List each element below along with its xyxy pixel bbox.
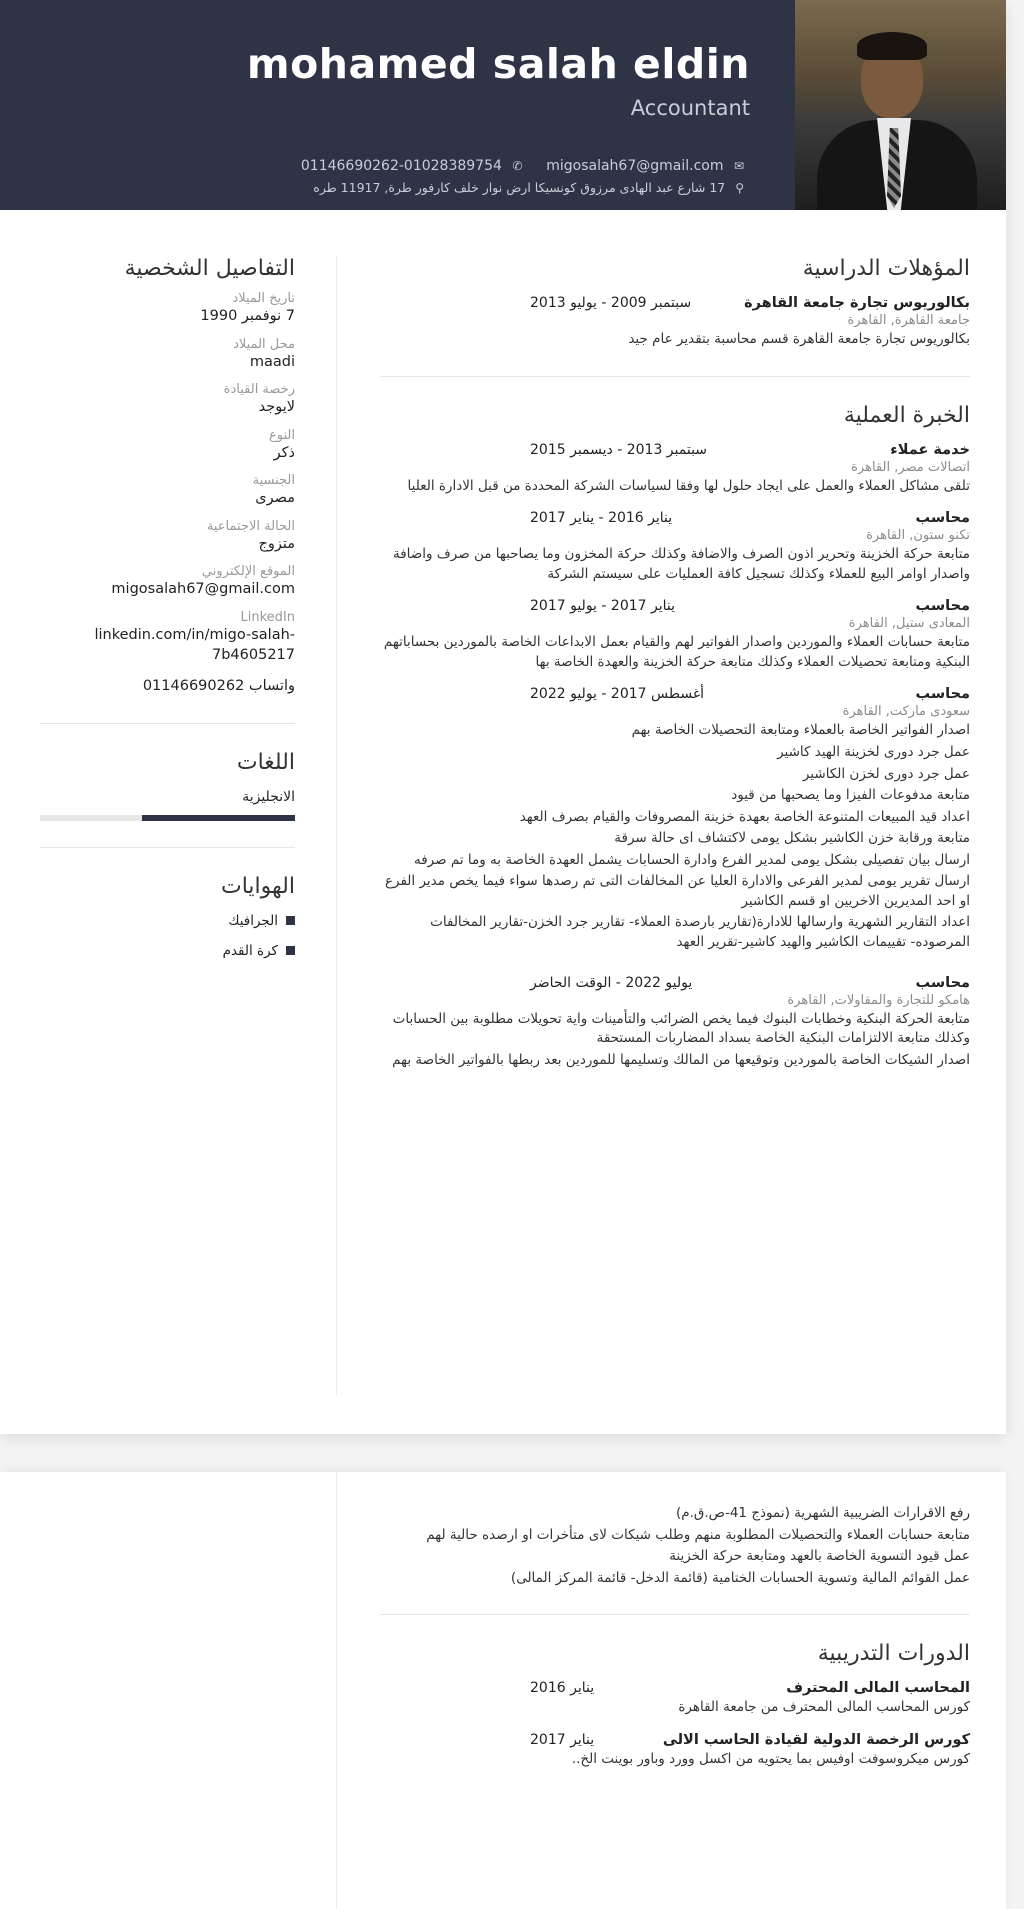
entry-desc-line: اعداد التقارير الشهرية وارسالها للادارة(تقارير بارصدة العملاء- تقارير جرد الخزن-تقارير المخالفات المرصوده- تقييمات الكاشير والهيد كاشير-تقرير العهد — [430, 914, 970, 950]
experience-entry — [380, 598, 970, 672]
profile-photo — [795, 0, 1006, 210]
entry-desc-line: عمل قيود التسوية الخاصة بالعهد ومتابعة حركة الخزينة — [669, 1548, 970, 1565]
square-bullet-icon — [286, 946, 295, 955]
personal-field — [40, 382, 295, 418]
experience-entry — [380, 975, 970, 1071]
experience-entry — [380, 510, 970, 584]
personal-field — [40, 473, 295, 509]
whatsapp-number: واتساب 01146690262 — [142, 678, 295, 695]
hobbies-heading: الهوايات — [221, 873, 295, 899]
hobby-item — [40, 943, 295, 959]
experience-entry — [380, 442, 970, 497]
entry-org: المعادى ستيل, القاهرة — [848, 616, 970, 632]
entry-date: يناير 2016 — [530, 1680, 595, 1697]
field-label: رخصة القيادة — [223, 382, 295, 398]
entry-desc-line: متابعة حسابات العملاء والتحصيلات المطلوبة منهم وطلب شيكات لاى متأخرات او ارصده حالية لهم — [426, 1526, 970, 1543]
entry-desc-line: رفع الاقرارات الضريبية الشهرية (نموذج 41-ص.ق.م) — [675, 1505, 970, 1521]
field-value: ذكر — [273, 444, 295, 461]
location-pin-icon: ⚲ — [735, 181, 744, 195]
website-link[interactable]: migosalah67@gmail.com — [111, 581, 295, 598]
entry-title: كورس الرخصة الدولية لقيادة الحاسب الالى — [662, 1731, 970, 1748]
education-entry — [380, 295, 970, 350]
column-divider — [336, 1472, 337, 1909]
email-text: migosalah67@gmail.com — [546, 158, 724, 174]
resume-page-2 — [0, 1472, 1006, 1909]
hobby-item — [40, 913, 295, 929]
entry-desc: متابعة حركة الخزينة وتحرير اذون الصرف والاضافة وكذلك حركة المخزون وما يصاحبها من صرف واضافة واصدار اوامر البيع للعملاء وكذلك تسجيل كافة العمليات على سيستم الشركة — [392, 546, 970, 582]
entry-desc-line: عمل القوائم المالية وتسوية الحسابات الختامية (قائمة الدخل- قائمة المركز المالى) — [510, 1569, 970, 1586]
field-label: الجنسية — [252, 473, 295, 489]
candidate-name: mohamed salah eldin — [246, 40, 750, 88]
field-value: maadi — [249, 353, 295, 370]
entry-org: تكنو ستون, القاهرة — [866, 528, 970, 544]
language-level-fill — [142, 815, 295, 821]
entry-desc-line: ارسال تقرير يومى لمدير الفرعى والادارة العليا عن المخالفات التى تم رصدها سواء فيما يخص مدير الفرع او احد المديرين الاخريين او قسم الكاشير — [384, 873, 970, 909]
entry-desc-line: اعداد قيد المبيعات المتنوعة الخاصة بعهدة خزينة المصروفات والقيام بصرف العهد — [519, 808, 970, 825]
entry-org: هامكو للتجارة والمقاولات, القاهرة — [787, 992, 970, 1008]
courses-heading: الدورات التدريبية — [817, 1641, 970, 1667]
education-heading: المؤهلات الدراسية — [802, 256, 970, 281]
personal-field — [40, 564, 295, 600]
personal-field — [40, 337, 295, 373]
address-line — [313, 180, 750, 195]
hobby-label: كرة القدم — [222, 942, 278, 959]
field-value: مصرى — [255, 490, 295, 507]
candidate-title: Accountant — [630, 96, 750, 120]
envelope-icon: ✉ — [733, 159, 744, 173]
languages-heading: اللغات — [236, 749, 295, 775]
language-level-bar — [40, 815, 295, 821]
entry-title: بكالوريوس تجارة جامعة القاهرة — [744, 295, 970, 311]
phone-icon: ✆ — [512, 159, 523, 173]
entry-desc-line: متابعة مدفوعات الفيزا وما يصحبها من قيود — [731, 787, 970, 804]
section-divider — [40, 847, 295, 848]
personal-field — [40, 519, 295, 555]
entry-desc-line: عمل جرد دورى لخزن الكاشير — [802, 765, 970, 782]
entry-desc-line: متابعة ورقابة خزن الكاشير بشكل يومى لاكتشاف اى حالة سرقة — [614, 830, 970, 847]
field-label: الموقع الإلكتروني — [201, 564, 295, 580]
field-label: LinkedIn — [240, 609, 295, 625]
main-column — [380, 256, 970, 1084]
hobby-label: الجرافيك — [228, 912, 278, 929]
entry-desc-line: متابعة الحركة البنكية وخطابات البنوك فيما يخص الضرائب والتأمينات واية تحويلات مطلوبة بين الحسابات وكذلك متابعة الالتزامات البنكية الخاصة بسداد المضاربات المستحقة — [392, 1010, 970, 1047]
entry-desc: كورس ميكروسوفت اوفيس بما يحتويه من اكسل وورد وباور بوينت الخ.. — [571, 1750, 970, 1767]
experience-heading: الخبرة العملية — [843, 402, 970, 428]
entry-org: اتصالات مصر, القاهرة — [851, 459, 970, 475]
language-name: الانجليزية — [242, 788, 295, 805]
field-label: النوع — [269, 427, 295, 443]
entry-title: محاسب — [915, 974, 970, 991]
experience-section — [380, 403, 970, 1071]
main-column-continued — [380, 1502, 970, 1783]
entry-title: المحاسب المالى المحترف — [786, 1680, 970, 1697]
personal-field — [40, 428, 295, 464]
linkedin-link[interactable]: linkedin.com/in/migo-salah-7b4605217 — [94, 626, 295, 663]
entry-desc: تلقى مشاكل العملاء والعمل على ايجاد حلول لها وفقا لسياسات الشركة المحددة من قبل الادارة العليا — [407, 477, 970, 494]
entry-date: يناير 2017 — [530, 1731, 595, 1748]
entry-desc-line: عمل جرد دورى لخزينة الهيد كاشير — [777, 743, 970, 760]
sidebar — [40, 256, 295, 959]
entry-title: محاسب — [915, 510, 970, 527]
entry-title: خدمة عملاء — [890, 441, 970, 458]
section-divider — [40, 723, 295, 724]
entry-org: سعودى ماركت, القاهرة — [842, 704, 970, 720]
course-entry — [380, 1732, 970, 1770]
personal-heading: التفاصيل الشخصية — [124, 256, 295, 281]
personal-field — [40, 610, 295, 665]
field-value: 7 نوفمبر 1990 — [200, 308, 295, 324]
photo-hair — [857, 32, 927, 60]
contact-line — [301, 158, 750, 174]
entry-date: يناير 2017 - يوليو 2017 — [530, 598, 676, 615]
education-section — [380, 256, 970, 350]
field-value: متزوج — [258, 535, 295, 552]
field-value: لايوجد — [258, 399, 295, 416]
field-label: تاريخ الميلاد — [232, 291, 295, 306]
entry-title: محاسب — [915, 598, 970, 615]
address-text: 17 شارع عبد الهادى مرزوق كونسيكا ارض نوار خلف كارفور طرة, 11917 طره — [313, 180, 726, 195]
entry-date: سبتمبر 2009 - يوليو 2013 — [530, 295, 692, 311]
entry-date: سبتمبر 2013 - ديسمبر 2015 — [530, 441, 708, 458]
section-divider — [380, 376, 970, 377]
personal-field — [40, 291, 295, 327]
entry-desc: متابعة حسابات العملاء والموردين واصدار الفواتير لهم والقيام بعمل الابداعات الخاصة بالموردين بحساباتهم البنكية ومتابعة تحصيلات العملاء وكذلك متابعة حركة الخزينة والعهدة الخاصة بها — [383, 634, 970, 670]
course-entry — [380, 1680, 970, 1718]
field-label: محل الميلاد — [233, 336, 295, 352]
column-divider — [336, 256, 337, 1396]
entry-org: جامعة القاهرة, القاهرة — [847, 313, 970, 328]
field-label: الحالة الاجتماعية — [206, 518, 295, 534]
entry-desc: كورس المحاسب المالى المحترف من جامعة القاهرة — [678, 1699, 970, 1716]
section-divider — [380, 1614, 970, 1615]
experience-entry — [380, 686, 970, 952]
entry-desc-line: اصدار الشيكات الخاصة بالموردين وتوقيعها من المالك وتسليمها للموردين بعد ربطها بالفواتير الخاصة بهم — [392, 1051, 970, 1068]
entry-date: يوليو 2022 - الوقت الحاضر — [530, 974, 693, 991]
entry-date: يناير 2016 - يناير 2017 — [530, 510, 673, 527]
entry-desc-line: ارسال بيان تفصيلى بشكل يومى لمدير الفرع وادارة الحسابات يشمل العهدة الخاصة به وما تم صرفه — [413, 851, 970, 868]
square-bullet-icon — [286, 916, 295, 925]
entry-desc-line: اصدار الفواتير الخاصة بالعملاء ومتابعة التحصيلات الخاصة بهم — [631, 722, 970, 739]
entry-date: أغسطس 2017 - يوليو 2022 — [530, 686, 705, 703]
entry-desc: بكالوريوس تجارة جامعة القاهرة قسم محاسبة بتقدير عام جيد — [628, 331, 970, 347]
phone-text: 01146690262-01028389754 — [300, 158, 502, 174]
entry-title: محاسب — [915, 686, 970, 703]
